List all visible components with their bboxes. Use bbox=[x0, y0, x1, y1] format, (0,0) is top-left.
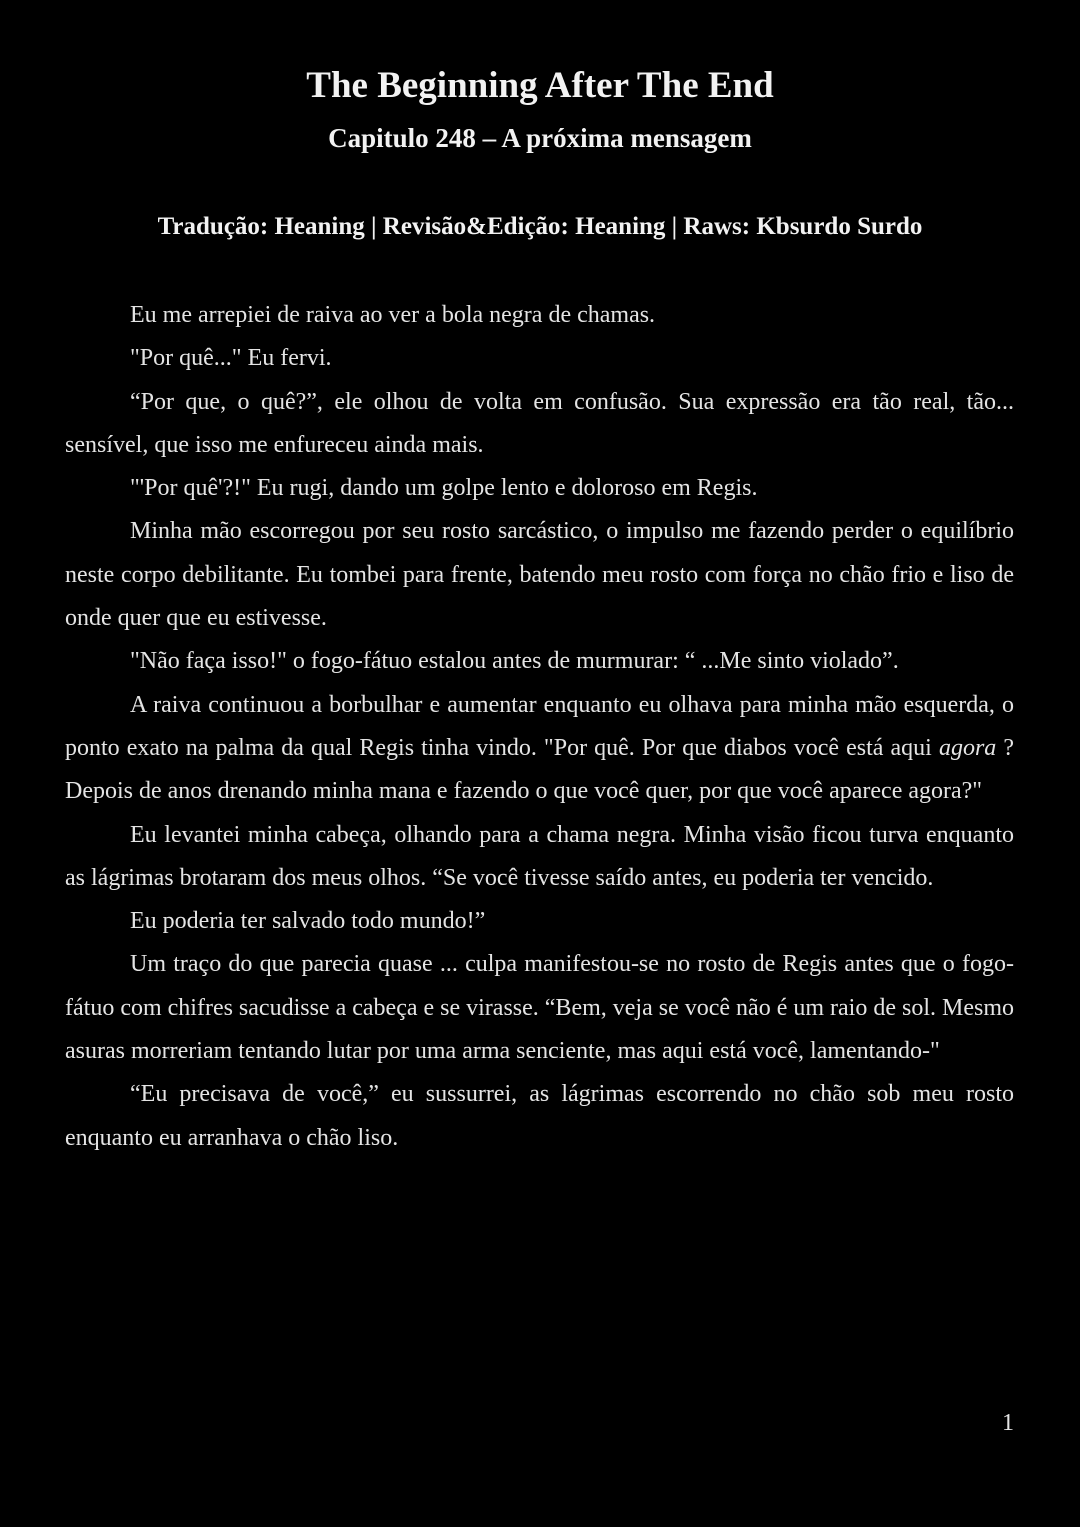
book-title: The Beginning After The End bbox=[306, 65, 774, 106]
paragraph: Eu levantei minha cabeça, olhando para a chama negra. Minha visão ficou turva enquanto as lágrimas brotaram dos meus olhos. “Se você tivesse saído antes, eu poderia ter vencido. bbox=[65, 821, 1014, 891]
chapter-body bbox=[65, 294, 1014, 1160]
page-number: 1 bbox=[1002, 1410, 1014, 1436]
paragraph: "'Por quê'?!" Eu rugi, dando um golpe lento e doloroso em Regis. bbox=[130, 475, 758, 502]
chapter-title: Capitulo 248 – A próxima mensagem bbox=[328, 123, 752, 153]
paragraph: Eu poderia ter salvado todo mundo!” bbox=[130, 908, 486, 935]
paragraph: “Por que, o quê?”, ele olhou de volta em confusão. Sua expressão era tão real, tão... sensível, que isso me enfureceu ainda mais. bbox=[65, 388, 1014, 458]
paragraph-text: A raiva continuou a borbulhar e aumentar enquanto eu olhava para minha mão esquerda, o ponto exato na palma da qual Regis tinha vindo. "Por quê. Por que diabos você está aqui bbox=[65, 691, 1014, 761]
paragraph: Eu me arrepiei de raiva ao ver a bola negra de chamas. bbox=[130, 302, 656, 328]
credits-line: Tradução: Heaning | Revisão&Edição: Heaning | Raws: Kbsurdo Surdo bbox=[157, 213, 923, 240]
paragraph: “Eu precisava de você,” eu sussurrei, as lágrimas escorrendo no chão sob meu rosto enquanto eu arranhava o chão liso. bbox=[65, 1081, 1014, 1151]
paragraph: "Não faça isso!" o fogo-fátuo estalou antes de murmurar: “ ...Me sinto violado”. bbox=[130, 648, 899, 675]
paragraph: "Por quê..." Eu fervi. bbox=[130, 345, 332, 372]
emphasis-text: agora bbox=[938, 734, 997, 761]
paragraph bbox=[65, 684, 1014, 814]
paragraph-text: ? Depois de anos drenando minha mana e fazendo o que você quer, por que você aparece agora?" bbox=[65, 734, 1015, 805]
paragraph: Um traço do que parecia quase ... culpa manifestou-se no rosto de Regis antes que o fogo-fátuo com chifres sacudisse a cabeça e se virasse. “Bem, veja se você não é um raio de sol. Mesmo asuras morreriam tentando lutar por uma arma senciente, mas aqui está você, lamentando-" bbox=[65, 951, 1014, 1065]
document-header bbox=[0, 62, 1080, 156]
paragraph: Minha mão escorregou por seu rosto sarcástico, o impulso me fazendo perder o equilíbrio neste corpo debilitante. Eu tombei para frente, batendo meu rosto com força no chão frio e liso de onde quer que eu estivesse. bbox=[65, 518, 1014, 632]
